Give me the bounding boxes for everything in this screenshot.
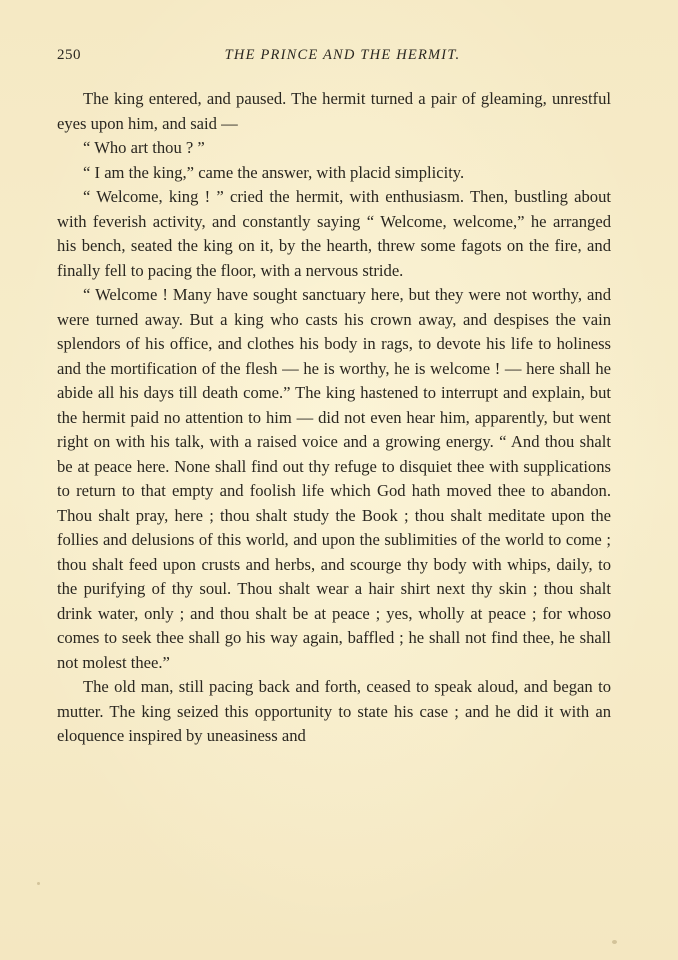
paragraph: The old man, still pacing back and forth, ceased to speak aloud, and began to mutter. The king seized this opportunity to state his case ; and he did it with an eloquence inspired by uneasiness and [57, 677, 611, 745]
page-number: 250 [57, 47, 81, 63]
page-header [57, 47, 628, 69]
paper-speck [612, 940, 617, 944]
paragraph: “ I am the king,” came the answer, with placid simplicity. [83, 162, 465, 182]
body-text [57, 87, 611, 749]
paragraph: “ Welcome ! Many have sought sanctuary here, but they were not worthy, and were turned away. But a king who casts his crown away, and despises the vain splendors of his office, and clothes his body in rags, to devote his life to holiness and the mortification of the flesh — he is worthy, he is welcome ! — here shall he abide all his days till death come.” The king hastened to interrupt and explain, but the hermit paid no attention to him — did not even hear him, apparently, but went right on with his talk, with a raised voice and a growing energy. “ And thou shalt be at peace here. None shall find out thy refuge to disquiet thee with supplications to return to that empty and foolish life which God hath moved thee to abandon. Thou shalt pray, here ; thou shalt study the Book ; thou shalt meditate upon the follies and delusions of this world, and upon the sublimities of the world to come ; thou shalt feed upon crusts and herbs, and scourge thy body with whips, daily, to the purifying of thy soul. Thou shalt wear a hair shirt next thy skin ; thou shalt drink water, only ; and thou shalt be at peace ; yes, wholly at peace ; for whoso comes to seek thee shall go his way again, baffled ; he shall not find thee, he shall not molest thee.” [57, 285, 611, 672]
paragraph: “ Who art thou ? ” [83, 138, 205, 157]
paragraph: The king entered, and paused. The hermit turned a pair of gleaming, unrestful eyes upon him, and said — [57, 89, 611, 133]
paragraph: “ Welcome, king ! ” cried the hermit, with enthusiasm. Then, bustling about with feverish activity, and constantly saying “ Welcome, welcome,” he arranged his bench, seated the king on it, by the hearth, threw some fagots on the fire, and finally fell to pacing the floor, with a nervous stride. [57, 187, 611, 280]
paper-speck [37, 882, 40, 885]
running-title: THE PRINCE AND THE HERMIT. [224, 47, 461, 63]
